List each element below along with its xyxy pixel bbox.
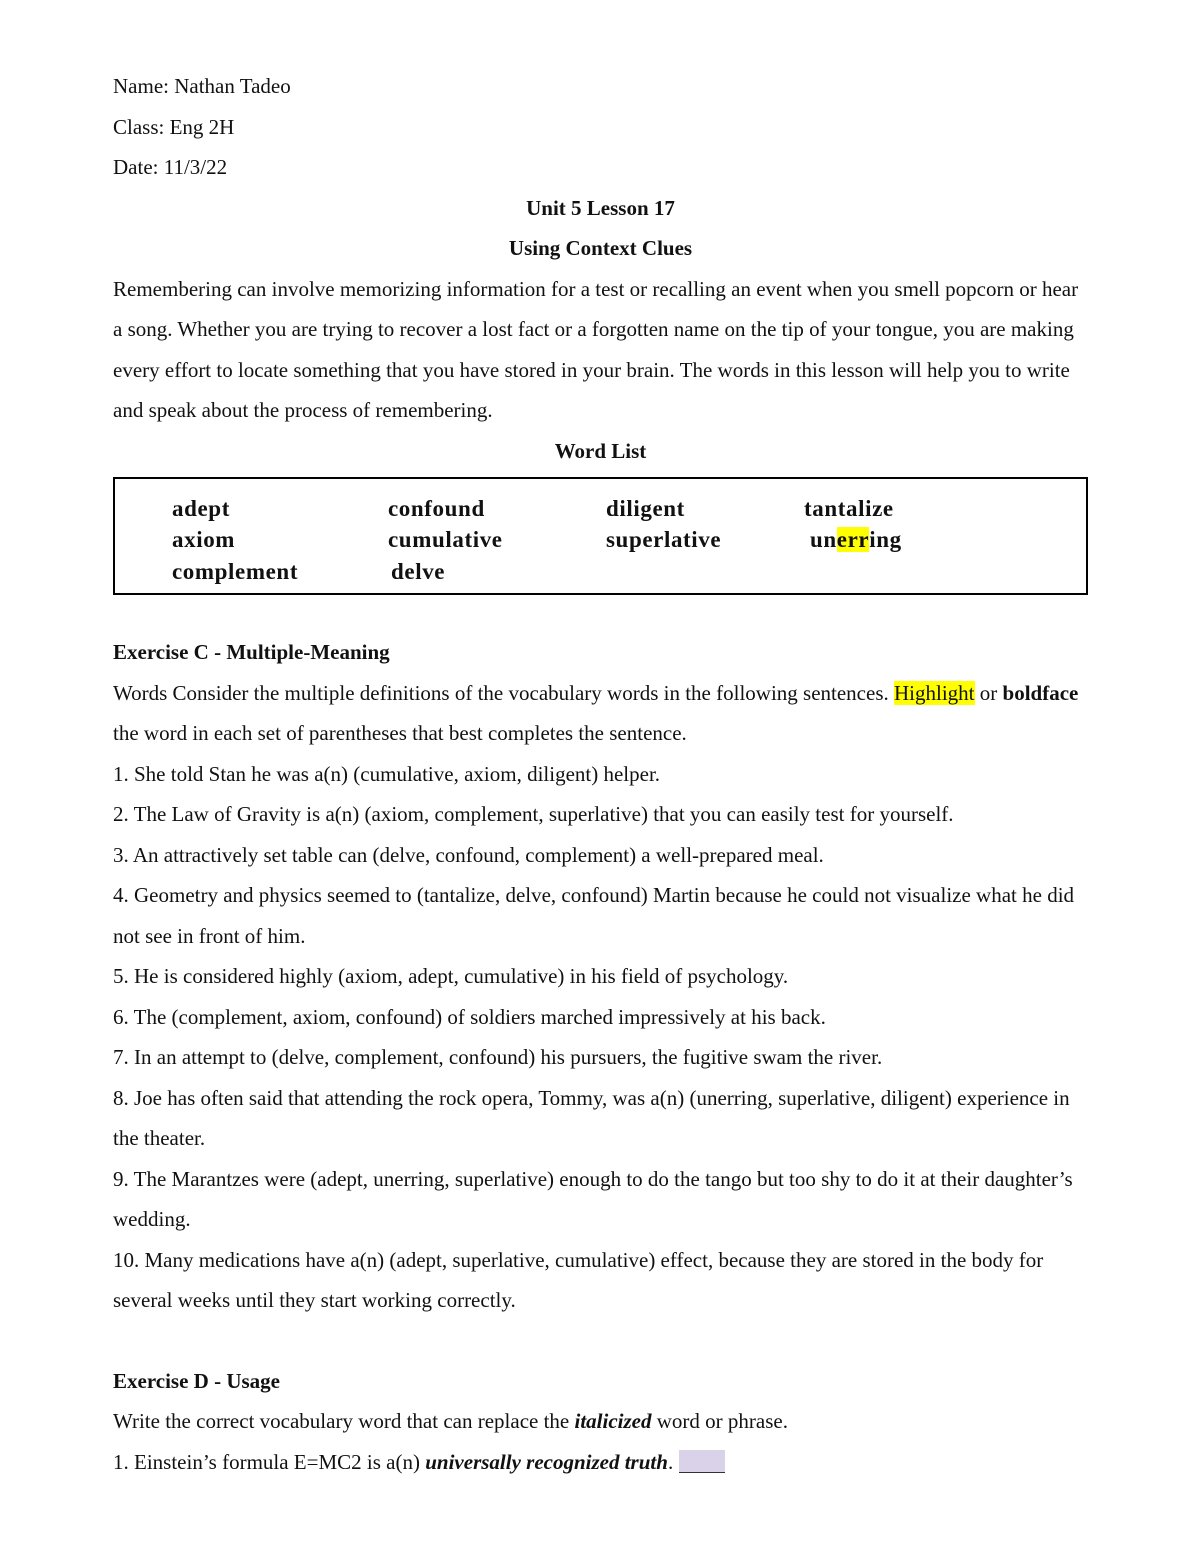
word-tantalize: tantalize [804,496,894,521]
word-cumulative: cumulative [388,527,503,552]
exercise-c-item-10: 10. Many medications have a(n) (adept, superlative, cumulative) effect, because they are stored in the body for several weeks until they start working correctly. [113,1247,1044,1312]
unerring-part-un: un [810,527,837,552]
boldface-word: boldface [1002,680,1079,705]
exercise-d-item-1 [113,1442,1088,1483]
word-confound: confound [388,496,485,521]
exercise-d-item-1-prefix: 1. Einstein’s formula E=MC2 is a(n) [113,1449,420,1474]
spacer [113,1321,1088,1361]
intro-paragraph: Remembering can involve memorizing information for a test or recalling an event when you smell popcorn or hear a song. Whether you are trying to recover a lost fact or a forgotten name on the tip of your tongue, you are making every effort to locate something that you have stored in your brain. The words in this lesson will help you to write and speak about the process of remembering. [113,276,1079,422]
word-list-box [113,477,1088,595]
exercise-c-item-8: 8. Joe has often said that attending the rock opera, Tommy, was a(n) (unerring, superlative, diligent) experience in the theater. [113,1085,1070,1150]
class-line: Class: Eng 2H [113,114,235,139]
exercise-c-item-3: 3. An attractively set table can (delve, confound, complement) a well-prepared meal. [113,842,824,867]
word-list-heading: Word List [554,438,647,463]
word-complement: complement [172,559,299,584]
lesson-title: Unit 5 Lesson 17 [526,195,675,220]
lesson-subtitle: Using Context Clues [508,236,693,260]
spacer [113,595,1088,635]
exercise-d-heading: Exercise D - Usage [113,1368,280,1393]
unerring-part-ing: ing [869,527,902,552]
word-adept: adept [172,496,230,521]
exercise-c-instr-part1: Words Consider the multiple definitions of the vocabulary words in the following sentences. [113,680,889,705]
exercise-c-item-4: 4. Geometry and physics seemed to (tantalize, delve, confound) Martin because he could not visualize what he did not see in front of him. [113,883,1075,948]
document-page [113,66,1088,1482]
exercise-c-instr-or: or [979,680,998,705]
word-delve: delve [391,559,446,584]
exercise-d-item-1-phrase: universally recognized truth [425,1449,668,1474]
highlight-word: Highlight [894,680,975,705]
exercise-c-item-6: 6. The (complement, axiom, confound) of soldiers marched impressively at his back. [113,1004,826,1029]
exercise-c-heading: Exercise C - Multiple-Meaning [113,640,390,664]
exercise-c-item-5: 5. He is considered highly (axiom, adept, cumulative) in his field of psychology. [113,964,789,988]
exercise-c-item-1: 1. She told Stan he was a(n) (cumulative, axiom, diligent) helper. [113,761,661,786]
exercise-c-instructions [113,673,1088,754]
exercise-d-item-1-suffix: . [667,1449,674,1474]
exercise-c-item-2: 2. The Law of Gravity is a(n) (axiom, complement, superlative) that you can easily test for yourself. [113,802,954,826]
unerring-highlight: err [836,527,870,552]
exercise-c-instr-part2: the word in each set of parentheses that best completes the sentence. [113,721,687,745]
italicized-word: italicized [574,1409,652,1433]
exercise-d-instr-part1: Write the correct vocabulary word that can replace the [113,1409,570,1433]
name-line: Name: Nathan Tadeo [113,74,291,98]
exercise-c-item-9: 9. The Marantzes were (adept, unerring, superlative) enough to do the tango but too shy to do it at their daughter’s wedding. [113,1166,1073,1231]
exercise-d-instructions [113,1401,1088,1442]
exercise-d-instr-part2: word or phrase. [656,1409,788,1433]
date-line: Date: 11/3/22 [113,155,228,179]
word-unerring [810,524,902,556]
word-diligent: diligent [606,496,685,521]
word-axiom: axiom [172,527,236,552]
answer-blank[interactable] [679,1450,725,1473]
word-superlative: superlative [606,527,722,552]
exercise-c-item-7: 7. In an attempt to (delve, complement, confound) his pursuers, the fugitive swam the river. [113,1045,883,1069]
